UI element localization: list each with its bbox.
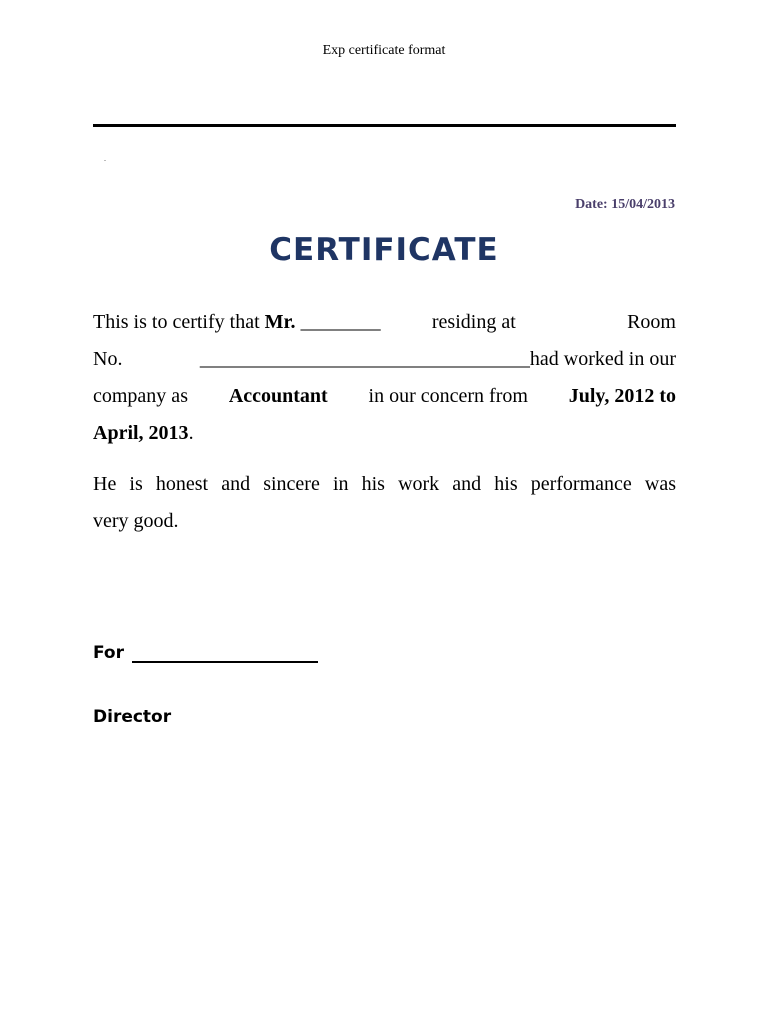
paragraph-1-line-4 xyxy=(93,415,676,452)
text-segment: This is to certify that xyxy=(93,311,260,333)
director-label: Director xyxy=(93,707,172,727)
paragraph-1-line-1 xyxy=(93,304,676,341)
for-label: For xyxy=(93,643,124,663)
text-segment: No. xyxy=(93,348,123,370)
paragraph-1-line-2 xyxy=(93,341,676,378)
text-segment: Room xyxy=(627,311,676,333)
paragraph-2-line-1 xyxy=(93,466,676,503)
signature-for xyxy=(93,643,318,663)
document-header-title: Exp certificate format xyxy=(322,43,446,58)
paragraph-2-line-2: very good. xyxy=(93,510,179,532)
certificate-title: CERTIFICATE xyxy=(269,232,499,268)
mr-label: Mr. xyxy=(264,311,296,333)
text-segment: . xyxy=(188,422,194,444)
text-segment: company as xyxy=(93,385,188,407)
paragraph-1-line-3 xyxy=(93,378,676,415)
certificate-paragraph-2 xyxy=(93,466,676,540)
stray-mark xyxy=(104,160,106,161)
company-name-blank xyxy=(132,643,318,663)
name-blank: ________ xyxy=(300,311,381,333)
period-end: April, 2013 xyxy=(93,422,189,444)
text-segment: in our concern from xyxy=(368,385,528,407)
certificate-date: Date: 15/04/2013 xyxy=(575,197,675,212)
certificate-paragraph-1 xyxy=(93,304,676,452)
text-segment: He is honest and sincere in his work and his performance was xyxy=(93,473,676,495)
designation: Accountant xyxy=(228,385,328,407)
text-segment: residing at xyxy=(431,311,516,333)
address-blank-text: _________________________________had worked in our xyxy=(199,348,676,370)
period-start: July, 2012 to xyxy=(568,385,676,407)
line-text xyxy=(93,304,381,341)
header-divider xyxy=(93,124,676,127)
